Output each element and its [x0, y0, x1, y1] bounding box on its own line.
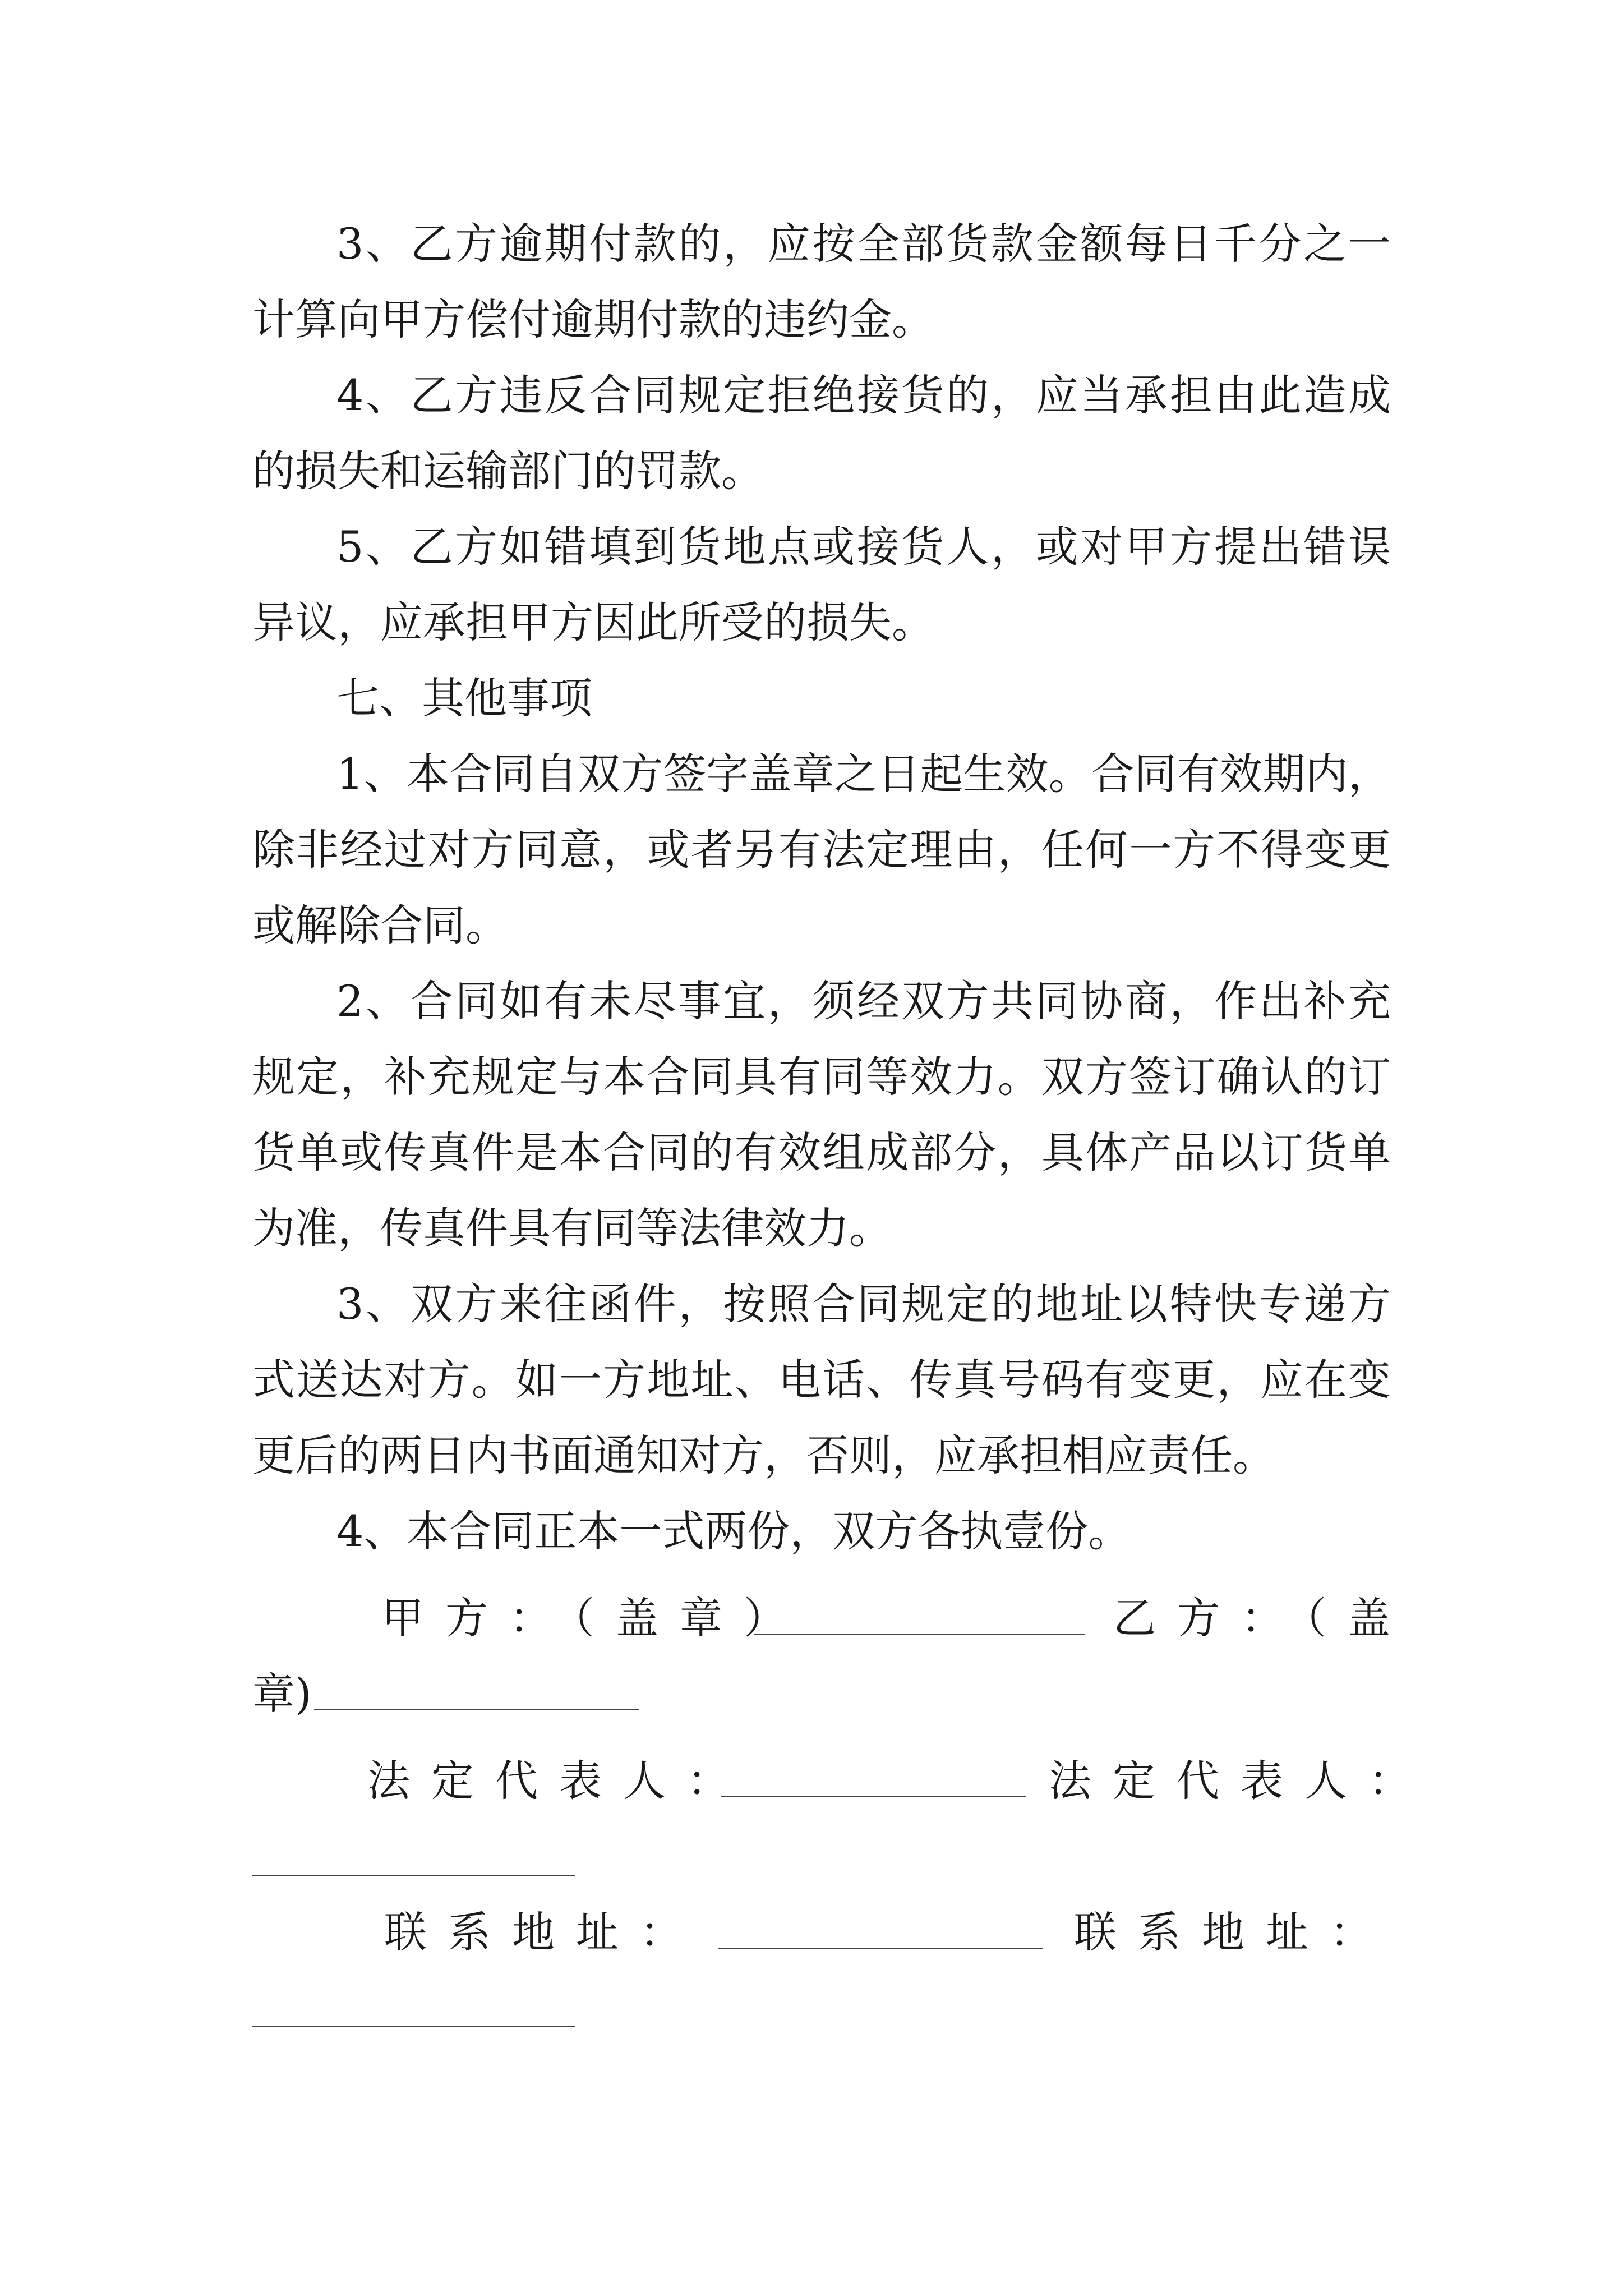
- paragraph-line: 的损失和运输部门的罚款。: [252, 446, 764, 496]
- paragraph-line: 2、合同如有未尽事宜，须经双方共同协商，作出补充: [336, 976, 1391, 1026]
- paragraph-line: 规定，补充规定与本合同具有同等效力。双方签订确认的订: [252, 1052, 1391, 1102]
- paragraph-line: 3、双方来往函件，按照合同规定的地址以特快专递方: [336, 1279, 1391, 1329]
- paragraph-line: 计算向甲方偿付逾期付款的违约金。: [252, 295, 934, 344]
- party-a-seal-blank: [754, 1634, 1085, 1635]
- paragraph-line: 式送达对方。如一方地址、电话、传真号码有变更，应在变: [252, 1355, 1391, 1405]
- paragraph-line: 4、乙方违反合同规定拒绝接货的，应当承担由此造成: [336, 370, 1391, 420]
- paragraph-line: 异议，应承担甲方因此所受的损失。: [252, 597, 934, 647]
- party-b-label-continued: 章): [252, 1669, 312, 1719]
- address-a-label: 联系地址：: [384, 1907, 704, 1957]
- paragraph-line: 5、乙方如错填到货地点或接货人，或对甲方提出错误: [336, 522, 1391, 572]
- party-a-label: 甲方：（盖章）: [381, 1593, 808, 1643]
- paragraph-line: 除非经过对方同意，或者另有法定理由，任何一方不得变更: [252, 825, 1391, 875]
- paragraph-line: 3、乙方逾期付款的，应按全部货款金额每日千分之一: [336, 219, 1391, 269]
- address-a-blank: [718, 1948, 1043, 1949]
- paragraph-line: 或解除合同。: [252, 900, 508, 950]
- legal-rep-a-label: 法定代表人：: [367, 1756, 751, 1806]
- party-b-label: 乙方：（盖: [1113, 1593, 1412, 1643]
- address-b-label: 联系地址：: [1074, 1907, 1394, 1957]
- paragraph-line: 4、本合同正本一式两份，双方各执壹份。: [336, 1506, 1131, 1556]
- paragraph-line: 为准，传真件具有同等法律效力。: [252, 1203, 892, 1253]
- legal-rep-b-label: 法定代表人：: [1049, 1756, 1432, 1806]
- paragraph-line: 1、本合同自双方签字盖章之日起生效。合同有效期内，: [336, 749, 1391, 799]
- address-b-blank: [252, 2026, 575, 2027]
- section-heading: 七、其他事项: [336, 673, 592, 723]
- paragraph-line: 货单或传真件是本合同的有效组成部分，具体产品以订货单: [252, 1128, 1391, 1177]
- paragraph-line: 更后的两日内书面通知对方，否则，应承担相应责任。: [252, 1430, 1275, 1480]
- party-b-seal-blank: [314, 1709, 639, 1710]
- legal-rep-a-blank: [721, 1796, 1026, 1797]
- legal-rep-b-blank: [252, 1875, 575, 1876]
